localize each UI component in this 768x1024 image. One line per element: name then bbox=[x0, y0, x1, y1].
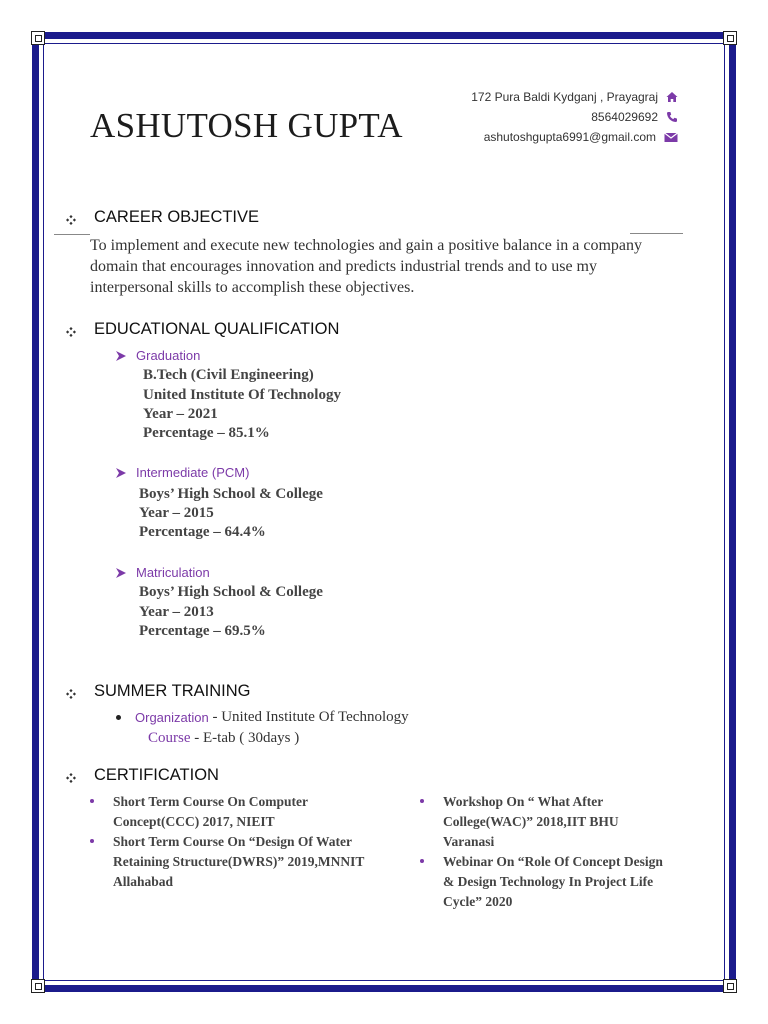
candidate-name: ASHUTOSH GUPTA bbox=[90, 106, 403, 145]
course-value: E-tab ( 30days ) bbox=[203, 730, 300, 746]
education-line: Boys’ High School & College bbox=[139, 486, 323, 502]
contact-email bbox=[484, 130, 678, 144]
border-corner-bottom-left bbox=[31, 979, 45, 993]
certification-item: Workshop On “ What After College(WAC)” 2018,IIT BHU Varanasi bbox=[418, 792, 668, 852]
summer-training-title: SUMMER TRAINING bbox=[94, 682, 251, 700]
course-label: Course bbox=[148, 730, 191, 746]
email-text[interactable]: ashutoshgupta6991@gmail.com bbox=[483, 130, 656, 144]
bullet-dot-icon bbox=[116, 715, 121, 720]
diamond-bullet-icon bbox=[64, 213, 78, 227]
diamond-bullet-icon bbox=[64, 687, 78, 701]
arrowhead-bullet-icon bbox=[115, 467, 127, 479]
organization-label: Organization bbox=[135, 710, 209, 725]
training-organization: Organization - United Institute Of Technology bbox=[116, 709, 409, 726]
border-corner-top-left bbox=[31, 31, 45, 45]
address-text: 172 Pura Baldi Kydganj , Prayagraj bbox=[471, 90, 658, 104]
section-heading-summer-training bbox=[64, 682, 250, 701]
phone-icon bbox=[666, 111, 678, 123]
education-line: Percentage – 64.4% bbox=[139, 524, 266, 540]
certification-list-right bbox=[418, 792, 668, 912]
arrowhead-bullet-icon bbox=[115, 350, 127, 362]
organization-value: United Institute Of Technology bbox=[221, 709, 409, 725]
education-line: Year – 2013 bbox=[139, 604, 214, 620]
certification-title: CERTIFICATION bbox=[94, 766, 219, 784]
education-entry-intermediate-title: Intermediate (PCM) bbox=[115, 465, 249, 480]
arrowhead-bullet-icon bbox=[115, 567, 127, 579]
home-icon bbox=[666, 91, 678, 103]
section-heading-certification bbox=[64, 766, 219, 785]
divider-line-left bbox=[54, 234, 90, 235]
education-line: Year – 2015 bbox=[139, 505, 214, 521]
diamond-bullet-icon bbox=[64, 325, 78, 339]
section-heading-career-objective bbox=[64, 208, 259, 227]
education-line: Percentage – 85.1% bbox=[143, 425, 270, 441]
section-heading-education bbox=[64, 320, 339, 339]
education-line: B.Tech (Civil Engineering) bbox=[143, 367, 314, 383]
certification-item: Webinar On “Role Of Concept Design & Design Technology In Project Life Cycle” 2020 bbox=[418, 852, 668, 912]
diamond-bullet-icon bbox=[64, 771, 78, 785]
contact-address bbox=[471, 90, 678, 104]
divider-line-right bbox=[630, 233, 683, 234]
training-course: Course - E-tab ( 30days ) bbox=[148, 730, 300, 746]
education-entry-matriculation-title: Matriculation bbox=[115, 565, 210, 580]
education-title: EDUCATIONAL QUALIFICATION bbox=[94, 320, 340, 338]
education-line: Boys’ High School & College bbox=[139, 584, 323, 600]
education-entry-graduation-title: Graduation bbox=[115, 348, 200, 363]
phone-text: 8564029692 bbox=[591, 110, 658, 124]
career-objective-title: CAREER OBJECTIVE bbox=[94, 208, 260, 226]
education-line: Percentage – 69.5% bbox=[139, 623, 266, 639]
certification-item: Short Term Course On “Design Of Water Retaining Structure(DWRS)” 2019,MNNIT Allahabad bbox=[88, 832, 388, 892]
contact-phone bbox=[591, 110, 678, 124]
border-corner-top-right bbox=[723, 31, 737, 45]
education-line: Year – 2021 bbox=[143, 406, 218, 422]
education-line: United Institute Of Technology bbox=[143, 387, 341, 403]
certification-item: Short Term Course On Computer Concept(CCC) 2017, NIEIT bbox=[88, 792, 388, 832]
career-objective-text: To implement and execute new technologies and gain a positive balance in a company domain that encourages innovation and predicts industrial trends and to use my interpersonal skills to accomplish these objectives. bbox=[90, 237, 643, 296]
border-corner-bottom-right bbox=[723, 979, 737, 993]
certification-list-left bbox=[88, 792, 388, 892]
envelope-icon bbox=[664, 131, 678, 143]
